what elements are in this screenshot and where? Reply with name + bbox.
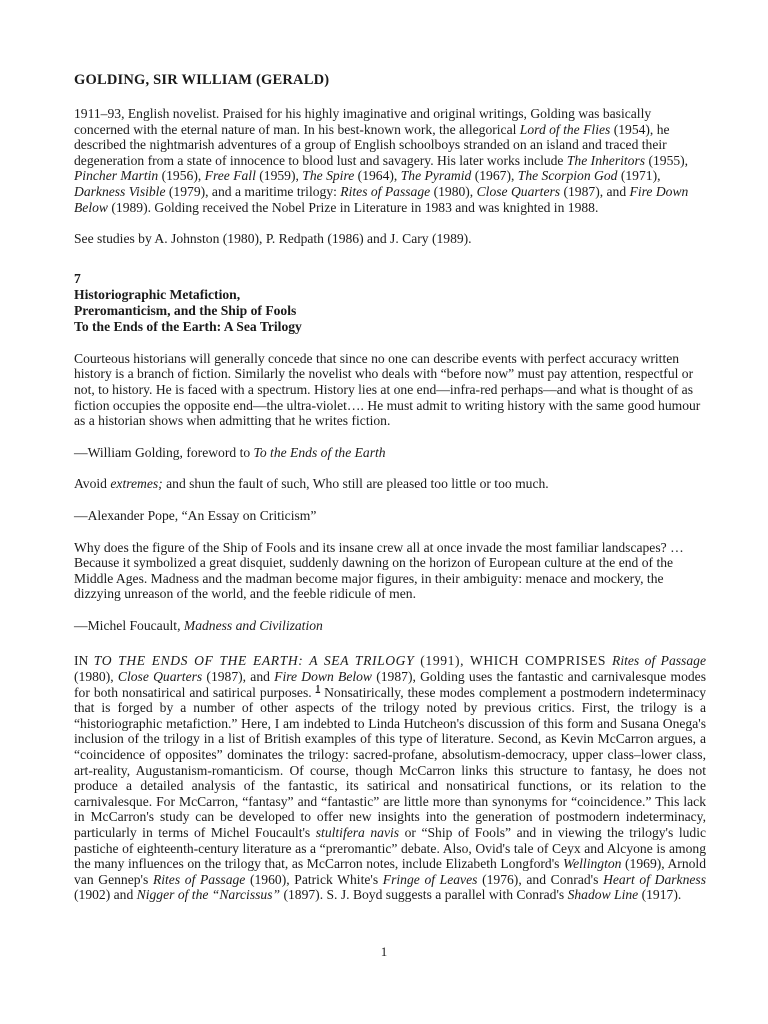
epigraph-attribution — [74, 445, 706, 461]
text-run: (1969), Arnold van Gennep's — [74, 856, 706, 887]
italic-text: The Scorpion God — [517, 168, 618, 184]
text-run: —William Golding, foreword to — [74, 444, 254, 460]
italic-text: Heart of Darkness — [603, 871, 706, 887]
body-paragraph — [74, 653, 706, 903]
epigraph-quote — [74, 476, 706, 492]
italic-text: Madness and Civilization — [183, 617, 323, 633]
text-run: (1991), WHICH COMPRISES — [414, 653, 613, 669]
epigraph-attribution — [74, 508, 706, 524]
text-run: Why does the figure of the Ship of Fools and its insane crew all at once invade the most familiar landscapes? … Because it symbolized a great disquiet, suddenly dawning on the horizon of European culture at the end of the Middle Ages. Madness and the madman become major figures, in their ambiguity: menace and mockery, the dizzying unreason of the world, and the feeble ridicule of men. — [74, 539, 684, 602]
text-run: (1897). S. J. Boyd suggests a parallel with Conrad's — [280, 887, 568, 903]
text-run: (1959), — [255, 168, 303, 184]
text-run: (1955), — [645, 152, 689, 168]
italic-text: extremes; — [110, 476, 163, 492]
italic-text: Rites of Passage — [152, 871, 246, 887]
text-run: (1979), and a maritime trilogy: — [165, 183, 341, 199]
italic-text: The Spire — [302, 168, 355, 184]
footnote-ref[interactable]: 1 — [315, 683, 321, 694]
text-run: (1967), — [471, 168, 518, 184]
chapter-title-line: Historiographic Metafiction, — [74, 286, 241, 302]
text-run: (1987), and — [202, 669, 275, 685]
epigraph-attribution — [74, 618, 706, 634]
italic-text: Nigger of the “Narcissus” — [136, 887, 281, 903]
chapter-number: 7 — [74, 270, 81, 286]
text-run: and shun the fault of such, Who still are pleased too little or too much. — [162, 476, 549, 492]
document-page — [74, 70, 706, 903]
entry-studies: See studies by A. Johnston (1980), P. Redpath (1986) and J. Cary (1989). — [74, 231, 472, 247]
italic-text: Wellington — [563, 856, 622, 872]
text-run: (1987), Golding uses the fantastic and carnivalesque modes for both nonsatirical and satirical purposes. — [74, 669, 706, 700]
entry-bio — [74, 106, 706, 215]
italic-text: Shadow Line — [567, 887, 639, 903]
text-run: Avoid — [74, 476, 111, 492]
text-run: —Michel Foucault, — [74, 617, 184, 633]
italic-text: Rites of Passage — [340, 183, 431, 199]
chapter-title-line: To the Ends of the Earth: A Sea Trilogy — [74, 318, 302, 334]
page-number: 1 — [380, 944, 388, 959]
italic-text: TO THE ENDS OF THE EARTH: A SEA TRILOGY — [93, 653, 415, 669]
epigraph-quote — [74, 540, 706, 602]
text-run: (1971), — [617, 168, 661, 184]
italic-text: The Pyramid — [400, 168, 472, 184]
italic-text: The Inheritors — [566, 152, 646, 168]
text-run: (1917). — [638, 887, 682, 903]
text-run: (1989). Golding received the Nobel Prize in Literature in 1983 and was knighted in 1988. — [107, 199, 599, 215]
text-run: —Alexander Pope, “An Essay on Criticism” — [74, 507, 317, 523]
italic-text: Darkness Visible — [74, 183, 166, 199]
chapter-title-line: Preromanticism, and the Ship of Fools — [74, 302, 297, 318]
entry-heading: GOLDING, SIR WILLIAM (GERALD) — [74, 72, 330, 88]
text-run: (1902) and — [74, 887, 137, 903]
italic-text: Fire Down Below — [74, 183, 689, 215]
text-run: (1980), — [430, 183, 477, 199]
italic-text: Fire Down Below — [274, 669, 372, 685]
text-run: (1960), Patrick White's — [245, 871, 383, 887]
text-run: (1954), he described the nightmarish adventures of a group of English schoolboys stranded on an island and traced their degeneration from a state of innocence to blood lust and savagery. His later works include — [74, 121, 670, 168]
text-run: (1987), and — [560, 183, 630, 199]
italic-text: Lord of the Flies — [519, 121, 611, 137]
text-run: (1980), — [74, 669, 118, 685]
text-run: 1911–93, English novelist. Praised for his highly imaginative and original writings, Golding was basically concerned with the eternal nature of man. In his best-known work, the allegorical — [74, 106, 652, 137]
epigraph-quote — [74, 351, 706, 429]
text-run: IN — [74, 653, 94, 669]
chapter-heading — [74, 271, 706, 335]
italic-text: Free Fall — [204, 168, 256, 184]
italic-text: Fringe of Leaves — [382, 871, 478, 887]
italic-text: Rites of Passage — [612, 653, 706, 669]
text-run: (1956), — [158, 168, 205, 184]
text-run: Nonsatirically, these modes complement a postmodern indeterminacy that is forged by a number of other aspects of the trilogy noted by previous critics. First, the trilogy is a “historiographic metafiction.” Here, I am indebted to Linda Hutcheon's discussion of this form and Susana Onega's inclusion of the trilogy in a list of British examples of this type of literature. Second, as Kevin McCarron argues, a “coincidence of opposites” dominates the trilogy: sacred-profane, absolutism-democracy, upper class–lower class, art-reality, Augustanism-romanticism. Of course, though McCarron links this structure to fantasy, he does not produce a detailed analysis of the fantastic, its satirical and nonsatirical functions, or its relation to the carnivalesque. For McCarron, “fantasy” and “fantastic” are little more than synonyms for “coincidence.” This lack in McCarron's study can be developed to offer new insights into the generation of postmodern indeterminacy, particularly in terms of Michel Foucault's — [74, 684, 707, 840]
italic-text: To the Ends of the Earth — [253, 444, 386, 460]
italic-text: Pincher Martin — [74, 168, 159, 184]
text-run: or “Ship of Fools” and in viewing the trilogy's ludic pastiche of eighteenth-century literature as a “preromantic” debate. Also, Ovid's tale of Ceyx and Alcyone is among the many influences on the trilogy that, as McCarron notes, include Elizabeth Longford's — [74, 825, 707, 872]
text-run: Courteous historians will generally concede that since no one can describe events with perfect accuracy written history is a branch of fiction. Similarly the novelist who deals with “before now” must pay attention, respectful or not, to history. He is faced with a spectrum. History lies at one end—infra-red perhaps—and what is thought of as fiction occupies the opposite end—the ultra-violet…. He must admit to writing history with the same good humour as a historian shows when admitting that he writes fiction. — [74, 350, 701, 429]
italic-text: stultifera navis — [315, 825, 400, 840]
italic-text: Close Quarters — [476, 183, 561, 199]
chapter-body — [74, 653, 706, 903]
italic-text: Close Quarters — [117, 669, 203, 685]
text-run: (1964), — [354, 168, 401, 184]
text-run: (1976), and Conrad's — [477, 871, 604, 887]
